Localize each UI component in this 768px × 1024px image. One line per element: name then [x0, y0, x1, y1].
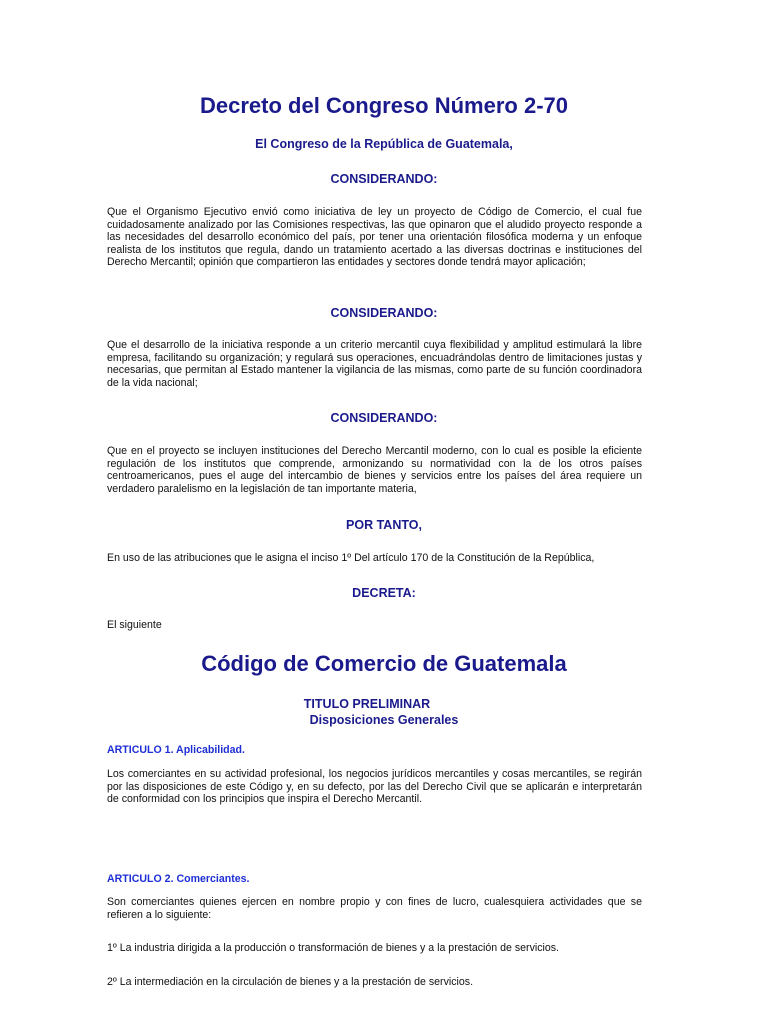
- article-2-item-2: 2º La intermediación en la circulación de bienes y a la prestación de servicios.: [107, 976, 474, 988]
- disposiciones-generales-heading: Disposiciones Generales: [309, 713, 459, 727]
- titulo-preliminar-heading: TITULO PRELIMINAR: [303, 697, 431, 711]
- por-tanto-heading: POR TANTO,: [346, 518, 422, 532]
- code-title: Código de Comercio de Guatemala: [201, 651, 567, 676]
- considerando-heading-1: CONSIDERANDO:: [330, 172, 438, 186]
- considerando-heading-3: CONSIDERANDO:: [330, 411, 438, 425]
- article-2-item-1: 1º La industria dirigida a la producción o transformación de bienes y a la prestación de servicios.: [107, 942, 559, 954]
- article-1-paragraph: Los comerciantes en su actividad profesional, los negocios jurídicos mercantiles y cosas mercantiles, se regirán por las disposiciones de este Código y, en su defecto, por las del Derecho Civil que se aplicarán e interpretarán de conformidad con los principios que inspira el Derecho Mercantil.: [107, 768, 642, 806]
- article-2-paragraph: Son comerciantes quienes ejercen en nombre propio y con fines de lucro, cualesquiera actividades que se refieren a lo siguiente:: [107, 896, 642, 921]
- por-tanto-paragraph: En uso de las atribuciones que le asigna el inciso 1º Del artículo 170 de la Constitución de la República,: [107, 552, 595, 564]
- considerando-paragraph-1: Que el Organismo Ejecutivo envió como iniciativa de ley un proyecto de Código de Comercio, el cual fue cuidadosamente analizado por las Comisiones respectivas, las que opinaron que el aludido proyecto responde a las necesidades del desarrollo económico del país, por tener una orientación filosófica moderna y un enfoque realista de los institutos que regula, dando un tratamiento acertado a las diversas doctrinas e instituciones del Derecho Mercantil; opinión que compartieron las entidades y sectores donde tendrá mayor aplicación;: [107, 206, 642, 269]
- considerando-heading-2: CONSIDERANDO:: [330, 306, 438, 320]
- considerando-paragraph-3: Que en el proyecto se incluyen instituciones del Derecho Mercantil moderno, con lo cual es posible la eficiente regulación de los institutos que comprende, armonizando su normatividad con la de los otros países centroamericanos, pues el auge del intercambio de bienes y servicios entre los países del área requiere un verdadero paralelismo en la legislación de tan importante materia,: [107, 445, 642, 495]
- siguiente-text: El siguiente: [107, 619, 162, 631]
- decreta-heading: DECRETA:: [352, 586, 416, 600]
- decree-title: Decreto del Congreso Número 2-70: [200, 93, 568, 118]
- article-2-heading: ARTICULO 2. Comerciantes.: [107, 873, 250, 885]
- article-1-heading: ARTICULO 1. Aplicabilidad.: [107, 744, 245, 756]
- congress-line: El Congreso de la República de Guatemala,: [255, 137, 513, 151]
- considerando-paragraph-2: Que el desarrollo de la iniciativa responde a un criterio mercantil cuya flexibilidad y amplitud estimulará la libre empresa, facilitando su organización; y regulará sus operaciones, encuadrándolas dentro de limitaciones justas y necesarias, que permitan al Estado mantener la vigilancia de las mismas, como parte de su función coordinadora de la vida nacional;: [107, 339, 642, 389]
